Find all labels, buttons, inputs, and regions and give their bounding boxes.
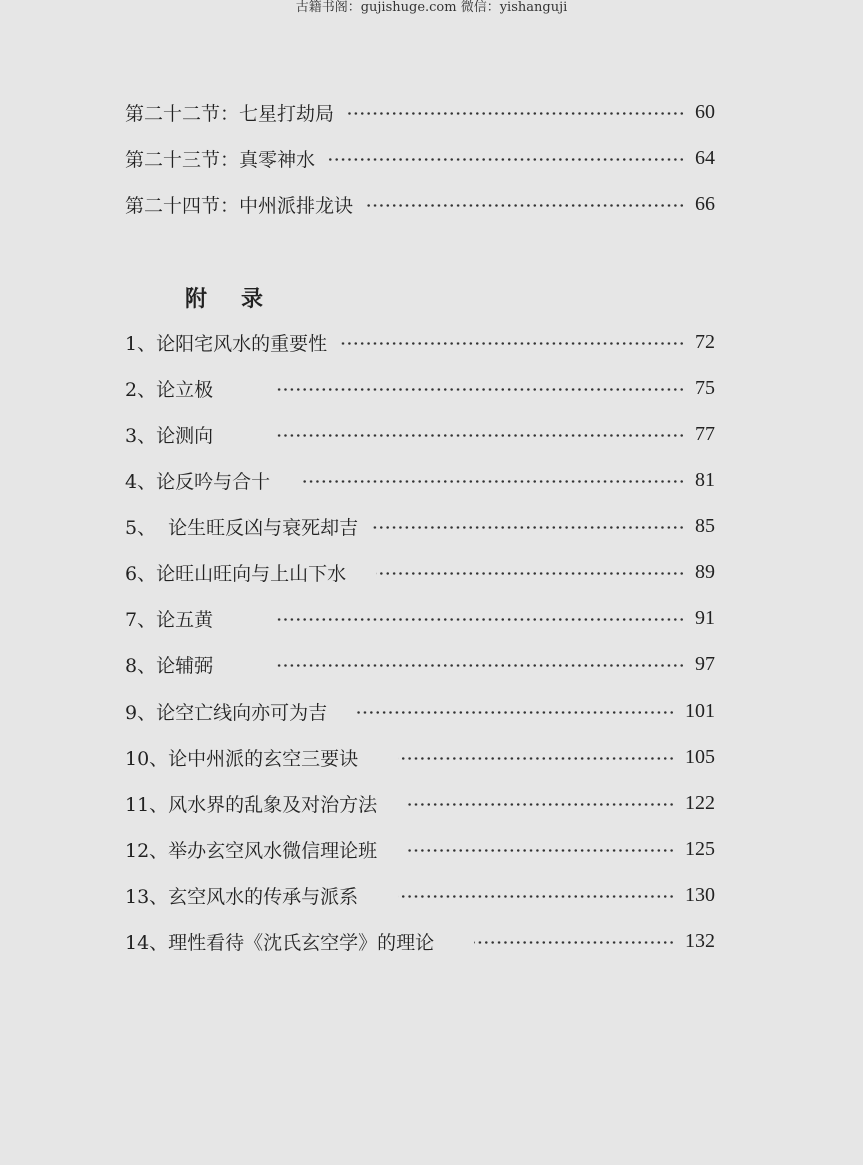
appendix-entry-title: 7、论五黄 [125, 608, 214, 631]
appendix-entry-page: 77 [695, 422, 715, 445]
dot-leader [275, 434, 685, 437]
toc-entry-page: 66 [695, 192, 715, 215]
dot-leader [357, 711, 675, 714]
appendix-entry-page: 91 [695, 606, 715, 629]
watermark-text: 古籍书阁：gujishuge.com 微信：yishanguji [295, 0, 568, 15]
appendix-entry-title: 14、理性看待《沈氏玄空学》的理论 [125, 931, 435, 954]
appendix-entry-title: 4、论反吟与合十 [125, 470, 271, 493]
appendix-entry [125, 742, 715, 772]
appendix-entry-title: 3、论测向 [125, 424, 214, 447]
dot-leader [348, 112, 685, 115]
dot-leader [300, 480, 685, 483]
appendix-entry [125, 603, 715, 633]
toc-entry [125, 97, 715, 127]
appendix-heading: 附录 [185, 286, 298, 312]
dot-leader [407, 849, 675, 852]
appendix-entry [125, 788, 715, 818]
appendix-entry-title: 13、玄空风水的传承与派系 [125, 885, 359, 908]
appendix-entry [125, 649, 715, 679]
appendix-entry-title: 9、论空亡线向亦可为吉 [125, 701, 328, 724]
appendix-entry [125, 511, 715, 541]
appendix-entry [125, 926, 715, 956]
appendix-entry-page: 85 [695, 514, 715, 537]
appendix-entry-page: 72 [695, 330, 715, 353]
appendix-entry [125, 834, 715, 864]
dot-leader [341, 342, 685, 345]
appendix-entry-title: 2、论立极 [125, 378, 214, 401]
dot-leader [398, 757, 675, 760]
appendix-entry-title: 11、风水界的乱象及对治方法 [125, 793, 378, 816]
appendix-entry-page: 122 [685, 791, 715, 814]
appendix-entry-title: 10、论中州派的玄空三要诀 [125, 747, 359, 770]
dot-leader [398, 895, 675, 898]
toc-entry-page: 64 [695, 146, 715, 169]
appendix-entry-page: 97 [695, 652, 715, 675]
appendix-entry [125, 419, 715, 449]
toc-entry-title: 第二十二节：七星打劫局 [125, 102, 335, 125]
appendix-entry-page: 130 [685, 883, 715, 906]
appendix-entry [125, 557, 715, 587]
appendix-entry-page: 75 [695, 376, 715, 399]
appendix-entry-page: 132 [685, 929, 715, 952]
dot-leader [367, 204, 685, 207]
appendix-entry-page: 125 [685, 837, 715, 860]
appendix-entry [125, 373, 715, 403]
toc-entry [125, 143, 715, 173]
appendix-entry-page: 105 [685, 745, 715, 768]
dot-leader [372, 526, 685, 529]
appendix-entry [125, 327, 715, 357]
appendix-entry-title: 12、举办玄空风水微信理论班 [125, 839, 378, 862]
dot-leader [275, 618, 685, 621]
appendix-entry [125, 880, 715, 910]
appendix-entry-page: 101 [685, 699, 715, 722]
toc-entry-page: 60 [695, 100, 715, 123]
appendix-entry-title: 5、 论生旺反凶与衰死却吉 [125, 516, 359, 539]
toc-entry-title: 第二十三节：真零神水 [125, 148, 316, 171]
toc-entry [125, 189, 715, 219]
appendix-entry-page: 81 [695, 468, 715, 491]
appendix-entry [125, 465, 715, 495]
dot-leader [329, 158, 685, 161]
toc-entry-title: 第二十四节：中州派排龙诀 [125, 194, 354, 217]
dot-leader [275, 388, 685, 391]
dot-leader [376, 572, 685, 575]
appendix-entry-title: 6、论旺山旺向与上山下水 [125, 562, 347, 585]
dot-leader [474, 941, 675, 944]
appendix-entry [125, 696, 715, 726]
appendix-entry-title: 8、论辅弼 [125, 654, 214, 677]
dot-leader [275, 664, 685, 667]
appendix-entry-title: 1、论阳宅风水的重要性 [125, 332, 328, 355]
dot-leader [407, 803, 675, 806]
appendix-entry-page: 89 [695, 560, 715, 583]
